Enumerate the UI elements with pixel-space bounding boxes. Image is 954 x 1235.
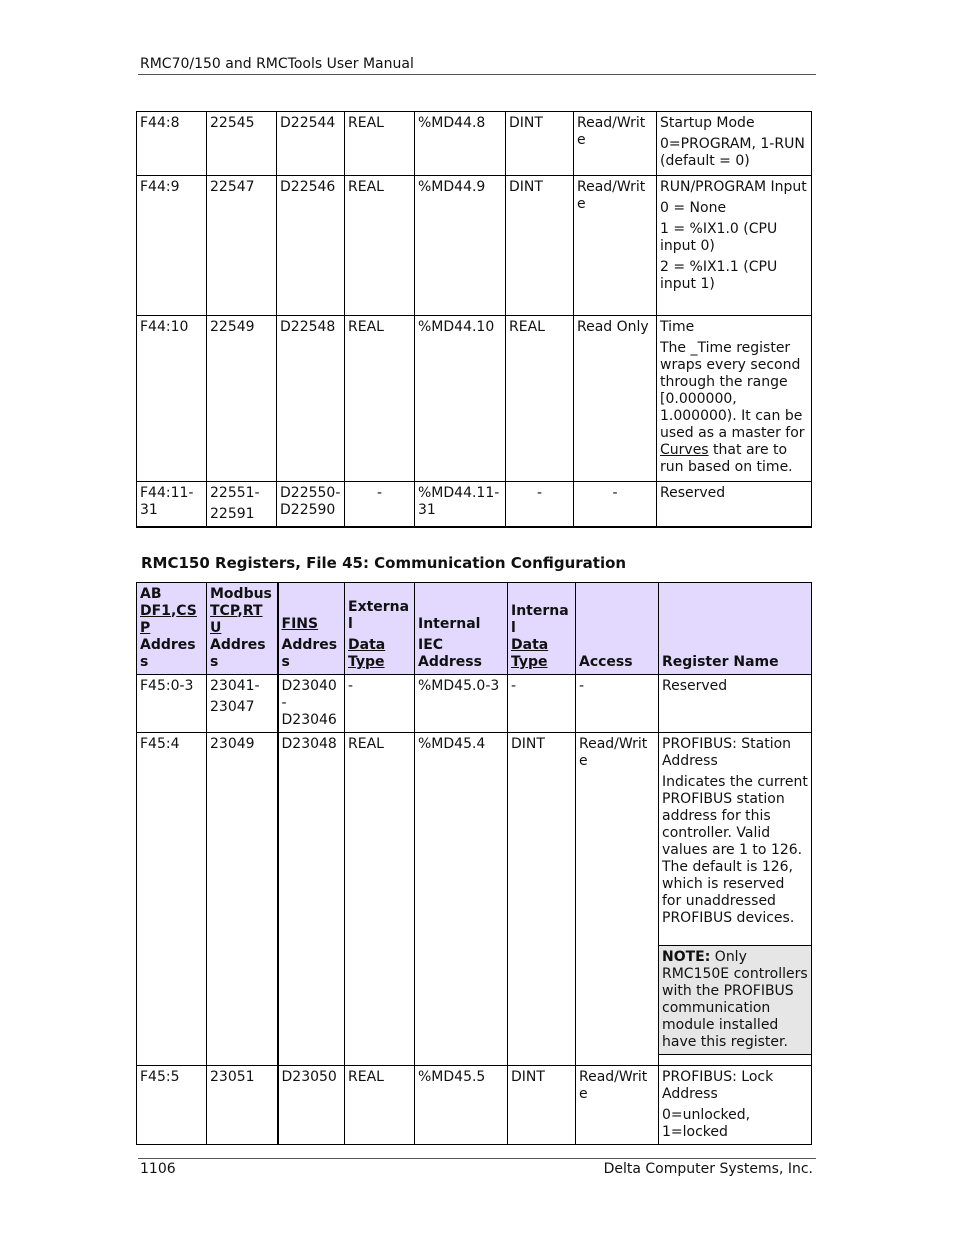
access: - — [574, 482, 657, 528]
ab-address: F44:11-31 — [137, 482, 207, 528]
fins-address: D22546 — [277, 176, 345, 316]
header-access: Access — [576, 583, 659, 675]
internal-type: - — [506, 482, 574, 528]
iec-address: %MD44.9 — [415, 176, 506, 316]
ab-address: F44:10 — [137, 316, 207, 482]
modbus-address-start: 23041- — [210, 678, 260, 694]
external-type: - — [345, 675, 415, 733]
external-type: REAL — [345, 176, 415, 316]
ab-address: F44:8 — [137, 112, 207, 176]
tcp-link[interactable]: TCP — [210, 603, 238, 619]
access: Read/Write — [576, 1066, 659, 1145]
modbus-address: 22547 — [207, 176, 277, 316]
register-desc: 2 = %IX1.1 (CPU input 1) — [660, 259, 778, 292]
modbus-address-end: 23047 — [210, 699, 255, 715]
section-title: RMC150 Registers, File 45: Communication Configuration — [141, 554, 627, 572]
table-row — [137, 112, 812, 176]
ab-address: F45:0-3 — [137, 675, 207, 733]
iec-address: %MD44.10 — [415, 316, 506, 482]
header-int-line: Internal — [511, 603, 569, 636]
footer-company: Delta Computer Systems, Inc. — [603, 1161, 813, 1177]
data-type-link[interactable]: Type — [348, 654, 385, 670]
modbus-address: 22545 — [207, 112, 277, 176]
register-desc: 0 = None — [660, 200, 727, 216]
data-type-link[interactable]: Type — [511, 654, 548, 670]
footer-rule — [138, 1158, 816, 1159]
iec-address: %MD44.8 — [415, 112, 506, 176]
register-title: Reserved — [662, 678, 728, 694]
table-row — [137, 176, 812, 316]
fins-address: D22550-D22590 — [277, 482, 345, 528]
header-ab-protocols — [140, 603, 203, 637]
modbus-address-end: 22591 — [210, 506, 255, 522]
external-type: REAL — [345, 316, 415, 482]
register-name — [657, 112, 812, 176]
register-desc: 0=PROGRAM, 1-RUN (default = 0) — [660, 136, 805, 169]
external-type: - — [345, 482, 415, 528]
table-row — [137, 733, 812, 1066]
register-name — [657, 176, 812, 316]
register-title: PROFIBUS: Lock Address — [662, 1069, 774, 1102]
internal-type: DINT — [508, 733, 576, 1066]
table-row — [137, 316, 812, 482]
data-type-link[interactable]: Data — [348, 637, 386, 653]
table-header-row — [137, 583, 812, 675]
iec-address: %MD45.0-3 — [415, 675, 508, 733]
register-name — [657, 482, 812, 528]
register-name — [657, 316, 812, 482]
desc-text: The _Time register wraps every second through the range [0.000000, 1.000000). It can be used as a master for — [660, 340, 805, 441]
header-ab-line: Address — [140, 637, 196, 670]
fins-address: D23048 — [278, 733, 345, 1066]
access: Read Only — [574, 316, 657, 482]
ab-address: F44:9 — [137, 176, 207, 316]
header-external-type — [345, 583, 415, 675]
register-title: PROFIBUS: Station Address — [662, 736, 792, 769]
note-label: NOTE: — [662, 949, 711, 965]
separator: , — [237, 603, 243, 619]
modbus-address: 23051 — [207, 1066, 278, 1145]
register-desc: 1 = %IX1.0 (CPU input 0) — [660, 221, 778, 254]
data-type-link[interactable]: Data — [511, 637, 549, 653]
curves-link[interactable]: Curves — [660, 442, 709, 458]
header-ab-line: AB — [140, 586, 162, 602]
iec-address: %MD44.11-31 — [415, 482, 506, 528]
separator: , — [170, 603, 177, 619]
fins-address: D22544 — [277, 112, 345, 176]
iec-address: %MD45.5 — [415, 1066, 508, 1145]
page-header-title: RMC70/150 and RMCTools User Manual — [140, 56, 414, 72]
header-modbus-protocols — [210, 603, 274, 637]
fins-address: D22548 — [277, 316, 345, 482]
fins-link[interactable]: FINS — [281, 616, 319, 632]
modbus-address-start: 22551- — [210, 485, 260, 501]
internal-type: DINT — [506, 112, 574, 176]
header-ext-line: External — [348, 599, 410, 632]
modbus-address: 23049 — [207, 733, 278, 1066]
internal-type: REAL — [506, 316, 574, 482]
external-type: REAL — [345, 112, 415, 176]
register-desc: 0=unlocked, 1=locked — [662, 1107, 751, 1140]
register-title: Reserved — [660, 485, 726, 501]
register-desc — [660, 340, 808, 476]
fins-address: D23040-D23046 — [278, 675, 345, 733]
table-row — [137, 482, 812, 528]
modbus-address — [207, 482, 277, 528]
register-name — [659, 675, 812, 733]
header-fins-line — [282, 616, 342, 633]
internal-type: - — [508, 675, 576, 733]
modbus-address — [207, 675, 278, 733]
access: Read/Write — [576, 733, 659, 1066]
rtu-link[interactable]: RTU — [210, 603, 263, 636]
header-iec-line: Internal — [418, 616, 481, 632]
register-title: Startup Mode — [660, 115, 755, 131]
header-iec-line: Address — [418, 654, 482, 670]
register-title: RUN/PROGRAM Input — [660, 179, 807, 195]
ab-address: F45:5 — [137, 1066, 207, 1145]
register-desc: Indicates the current PROFIBUS station address for this controller. Valid values are 1 to 126. The default is 126, which is reserved for unaddressed PROFIBUS devices. — [662, 774, 808, 926]
header-modbus-address — [207, 583, 278, 675]
desc-text: that are to run based on time. — [660, 442, 793, 475]
modbus-address: 22549 — [207, 316, 277, 482]
header-modbus-line: Modbus — [210, 586, 272, 602]
table-row — [137, 675, 812, 733]
internal-type: DINT — [506, 176, 574, 316]
table-row — [137, 1066, 812, 1145]
internal-type: DINT — [508, 1066, 576, 1145]
header-modbus-line: Address — [210, 637, 266, 670]
csp-link[interactable]: CSP — [140, 603, 197, 636]
access: Read/Write — [574, 176, 657, 316]
header-fins-address — [278, 583, 345, 675]
header-internal-type — [508, 583, 576, 675]
df1-link[interactable]: DF1 — [140, 603, 171, 619]
fins-address: D23050 — [278, 1066, 345, 1145]
header-fins-line: Address — [281, 637, 338, 670]
external-type: REAL — [345, 1066, 415, 1145]
file45-register-table — [136, 582, 812, 1145]
header-iec-line: IEC — [418, 637, 444, 653]
header-iec-address — [415, 583, 508, 675]
register-title: Time — [660, 319, 695, 335]
page-number: 1106 — [140, 1161, 176, 1177]
register-name — [659, 733, 812, 1066]
external-type: REAL — [345, 733, 415, 1066]
access: Read/Write — [574, 112, 657, 176]
header-rule — [138, 74, 816, 75]
header-register-name: Register Name — [659, 583, 812, 675]
access: - — [576, 675, 659, 733]
ab-address: F45:4 — [137, 733, 207, 1066]
header-ab-address — [137, 583, 207, 675]
iec-address: %MD45.4 — [415, 733, 508, 1066]
note-box — [659, 945, 811, 1055]
file44-register-table — [136, 111, 812, 528]
register-name — [659, 1066, 812, 1145]
note-text: Only RMC150E controllers with the PROFIBUS communication module installed have this register. — [662, 949, 808, 1050]
